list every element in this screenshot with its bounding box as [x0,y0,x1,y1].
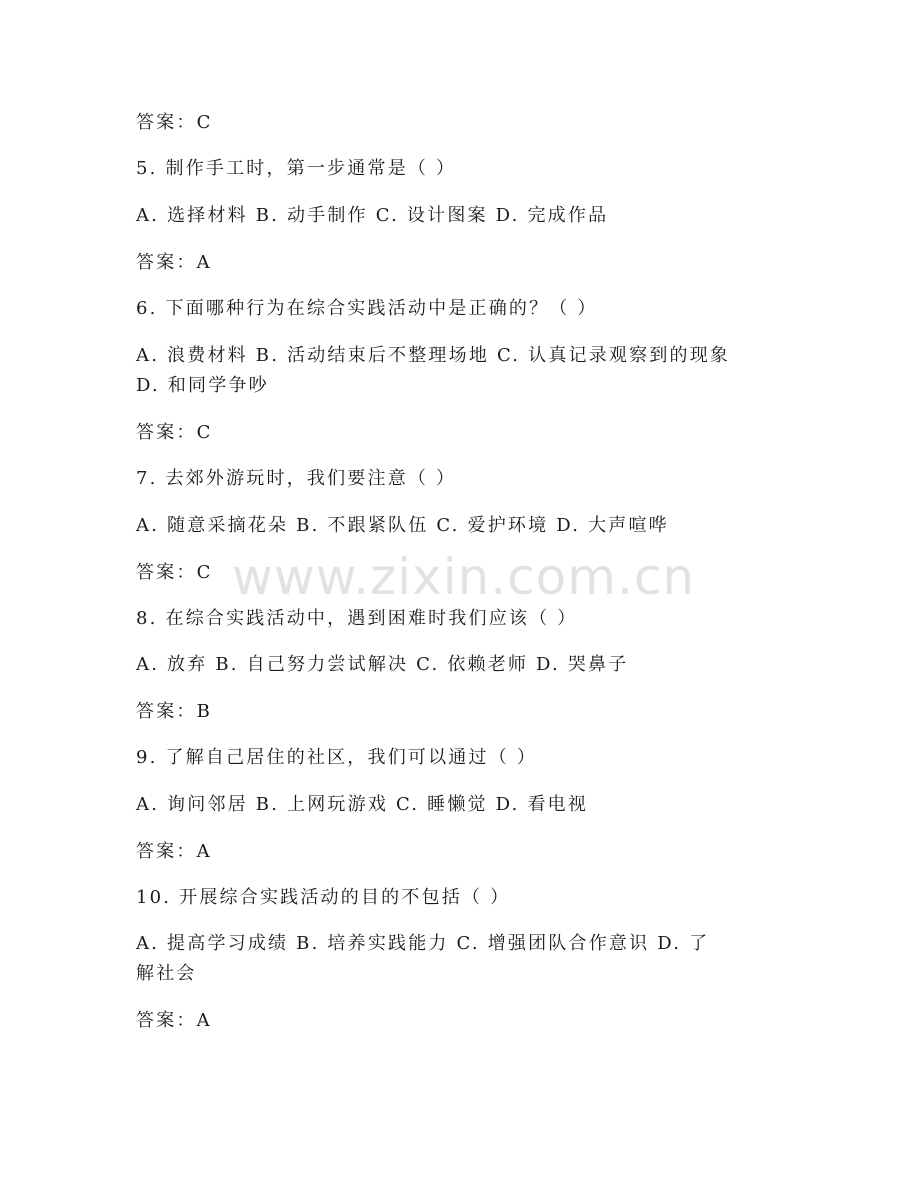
answer-4: 答案：C [136,112,213,133]
options-5: A. 选择材料 B. 动手制作 C. 设计图案 D. 完成作品 [136,205,609,226]
answer-7: 答案：C [136,562,213,583]
answer-8: 答案：B [136,701,213,722]
question-6: 6. 下面哪种行为在综合实践活动中是正确的？（ ） [136,298,598,319]
question-9: 9. 了解自己居住的社区，我们可以通过（ ） [136,747,538,768]
options-8: A. 放弃 B. 自己努力尝试解决 C. 依赖老师 D. 哭鼻子 [136,654,629,675]
options-10-continued: 解社会 [136,963,197,984]
answer-6: 答案：C [136,422,213,443]
question-10: 10. 开展综合实践活动的目的不包括（ ） [136,887,511,908]
options-6: A. 浪费材料 B. 活动结束后不整理场地 C. 认真记录观察到的现象 [136,345,731,366]
answer-5: 答案：A [136,252,212,273]
question-5: 5. 制作手工时，第一步通常是（ ） [136,158,457,179]
question-8: 8. 在综合实践活动中，遇到困难时我们应该（ ） [136,608,578,629]
watermark: www.zixin.com.cn [232,548,696,606]
question-7: 7. 去郊外游玩时，我们要注意（ ） [136,468,457,489]
answer-9: 答案：A [136,841,212,862]
answer-10: 答案：A [136,1010,212,1031]
options-7: A. 随意采摘花朵 B. 不跟紧队伍 C. 爱护环境 D. 大声喧哗 [136,515,669,536]
options-6-continued: D. 和同学争吵 [136,375,269,396]
options-10: A. 提高学习成绩 B. 培养实践能力 C. 增强团队合作意识 D. 了 [136,933,710,954]
options-9: A. 询问邻居 B. 上网玩游戏 C. 睡懒觉 D. 看电视 [136,794,589,815]
